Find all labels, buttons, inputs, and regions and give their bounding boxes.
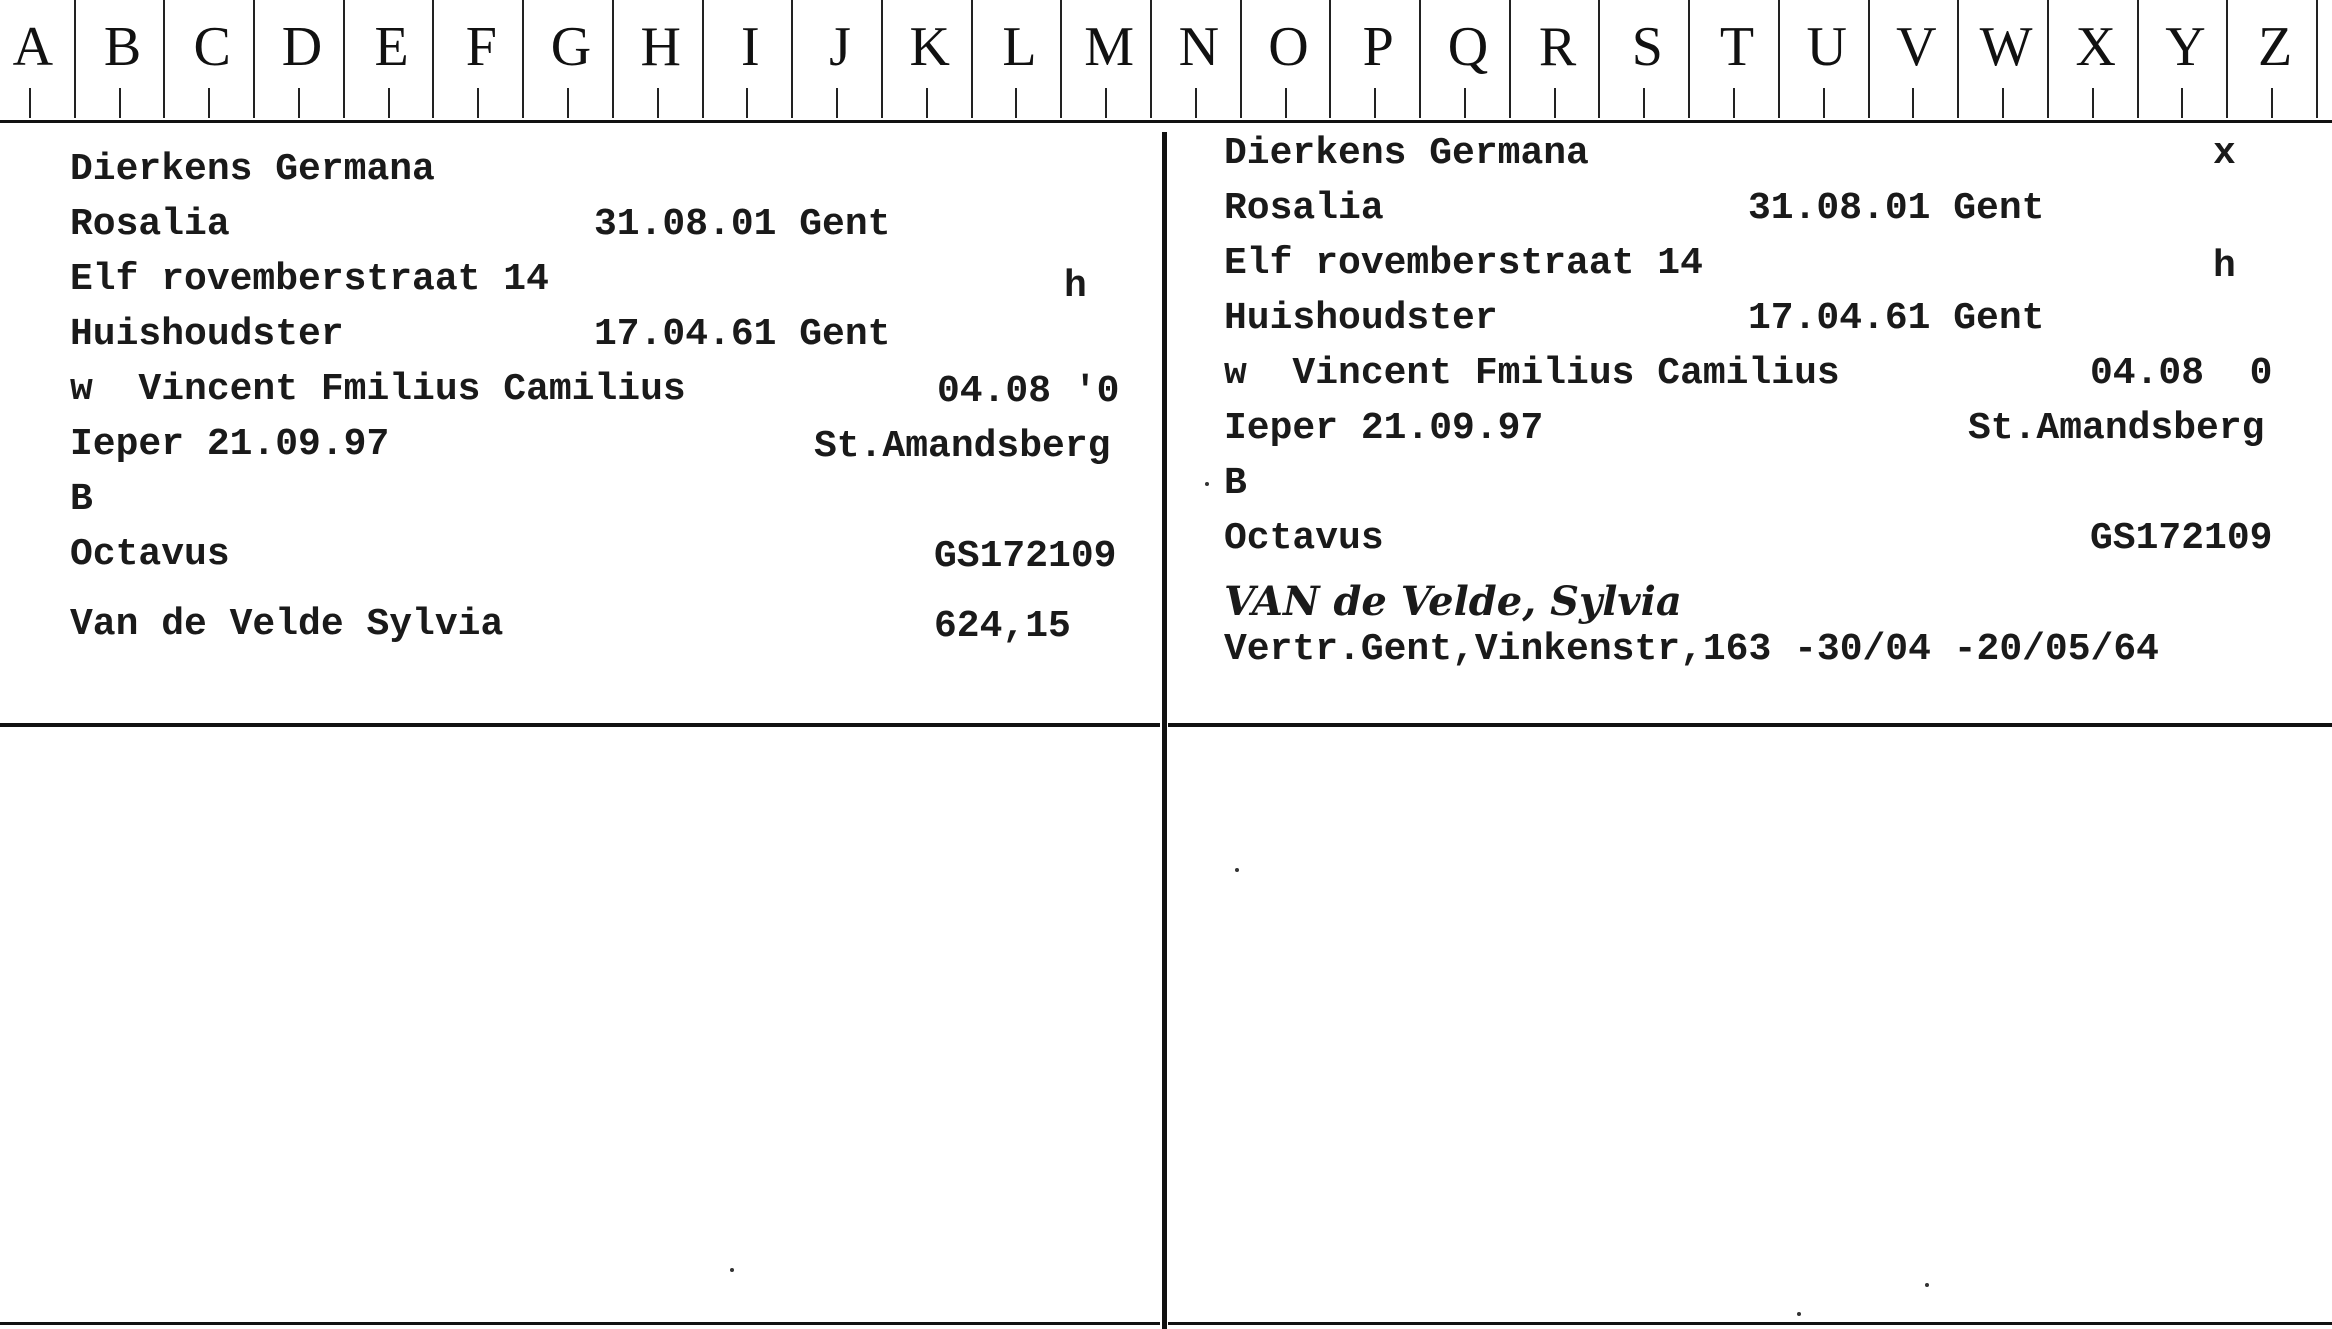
index-letter: Y xyxy=(2165,16,2206,78)
place-date: Ieper 21.09.97 xyxy=(1224,407,1544,450)
registration-date: 17.04.61 Gent xyxy=(1748,297,2045,340)
card-divider-horizontal-right xyxy=(1168,723,2332,727)
birth-date-place: 31.08.01 Gent xyxy=(1748,187,2045,230)
occupation: Huishoudster xyxy=(70,313,344,356)
index-letter: W xyxy=(1979,16,2033,78)
spouse-date: 04.08 0 xyxy=(2090,352,2273,395)
scan-speck xyxy=(1925,1283,1929,1287)
place-date: Ieper 21.09.97 xyxy=(70,423,390,466)
scan-speck xyxy=(1797,1312,1801,1316)
scan-speck xyxy=(1205,482,1209,486)
right-record-card xyxy=(1168,0,2332,720)
index-letter: M xyxy=(1084,16,1135,78)
spouse: w Vincent Fmilius Camilius xyxy=(1224,352,1840,395)
index-letter: X xyxy=(2075,16,2116,78)
card-divider-vertical xyxy=(1162,132,1167,1329)
index-letter: B xyxy=(103,16,142,78)
code-b: B xyxy=(1224,462,1247,505)
index-letter: G xyxy=(550,16,592,78)
code-b: B xyxy=(70,478,93,521)
occupation: Huishoudster xyxy=(1224,297,1498,340)
index-letter: E xyxy=(374,16,409,78)
index-letter: Z xyxy=(2258,16,2293,78)
address: Elf rovemberstraat 14 xyxy=(70,258,549,301)
index-letter: I xyxy=(741,16,760,78)
index-letter: Q xyxy=(1447,16,1489,78)
index-letter: S xyxy=(1631,16,1663,78)
index-letter: K xyxy=(909,16,950,78)
spouse-date: 04.08 '0 xyxy=(937,370,1120,413)
registration-date: 17.04.61 Gent xyxy=(594,313,891,356)
mark-x: x xyxy=(2213,132,2236,175)
left-record-card xyxy=(0,0,1160,720)
index-letter: F xyxy=(465,16,497,78)
index-letter: D xyxy=(281,16,323,78)
mark-h: h xyxy=(2213,245,2236,288)
religion: Octavus xyxy=(70,533,230,576)
index-letter: U xyxy=(1806,16,1847,78)
index-letter: P xyxy=(1362,16,1394,78)
card-divider-horizontal-left xyxy=(0,723,1160,727)
index-letter: H xyxy=(640,16,681,78)
index-letter: T xyxy=(1719,16,1755,78)
index-letter: V xyxy=(1896,16,1937,78)
person-name: Dierkens Germana xyxy=(1224,132,1589,175)
index-letter: C xyxy=(193,16,231,78)
handwritten-contact-name: VAN de Velde, Sylvia xyxy=(1224,578,1682,625)
index-letter: L xyxy=(1002,16,1037,78)
place: St.Amandsberg xyxy=(1968,407,2265,450)
spouse: w Vincent Fmilius Camilius xyxy=(70,368,686,411)
index-letter: J xyxy=(829,16,851,78)
reference-number: GS172109 xyxy=(2090,517,2273,560)
card-bottom-edge-left xyxy=(0,1322,1160,1325)
place: St.Amandsberg xyxy=(814,425,1111,468)
religion: Octavus xyxy=(1224,517,1384,560)
scan-speck xyxy=(730,1268,734,1272)
reference-number: GS172109 xyxy=(934,535,1117,578)
address: Elf rovemberstraat 14 xyxy=(1224,242,1703,285)
first-names: Rosalia xyxy=(70,203,230,246)
birth-date-place: 31.08.01 Gent xyxy=(594,203,891,246)
index-letter: A xyxy=(12,16,54,78)
mark-h: h xyxy=(1064,265,1087,308)
scan-speck xyxy=(1235,868,1239,872)
contact-number: 624,15 xyxy=(934,605,1071,648)
index-letter: N xyxy=(1178,16,1220,78)
card-bottom-edge-right xyxy=(1168,1322,2332,1325)
index-letter: O xyxy=(1268,16,1309,78)
first-names: Rosalia xyxy=(1224,187,1384,230)
person-name: Dierkens Germana xyxy=(70,148,435,191)
index-letter: R xyxy=(1538,16,1577,78)
departure-note: Vertr.Gent,Vinkenstr,163 -30/04 -20/05/64 xyxy=(1224,628,2159,671)
contact-name: Van de Velde Sylvia xyxy=(70,603,504,646)
